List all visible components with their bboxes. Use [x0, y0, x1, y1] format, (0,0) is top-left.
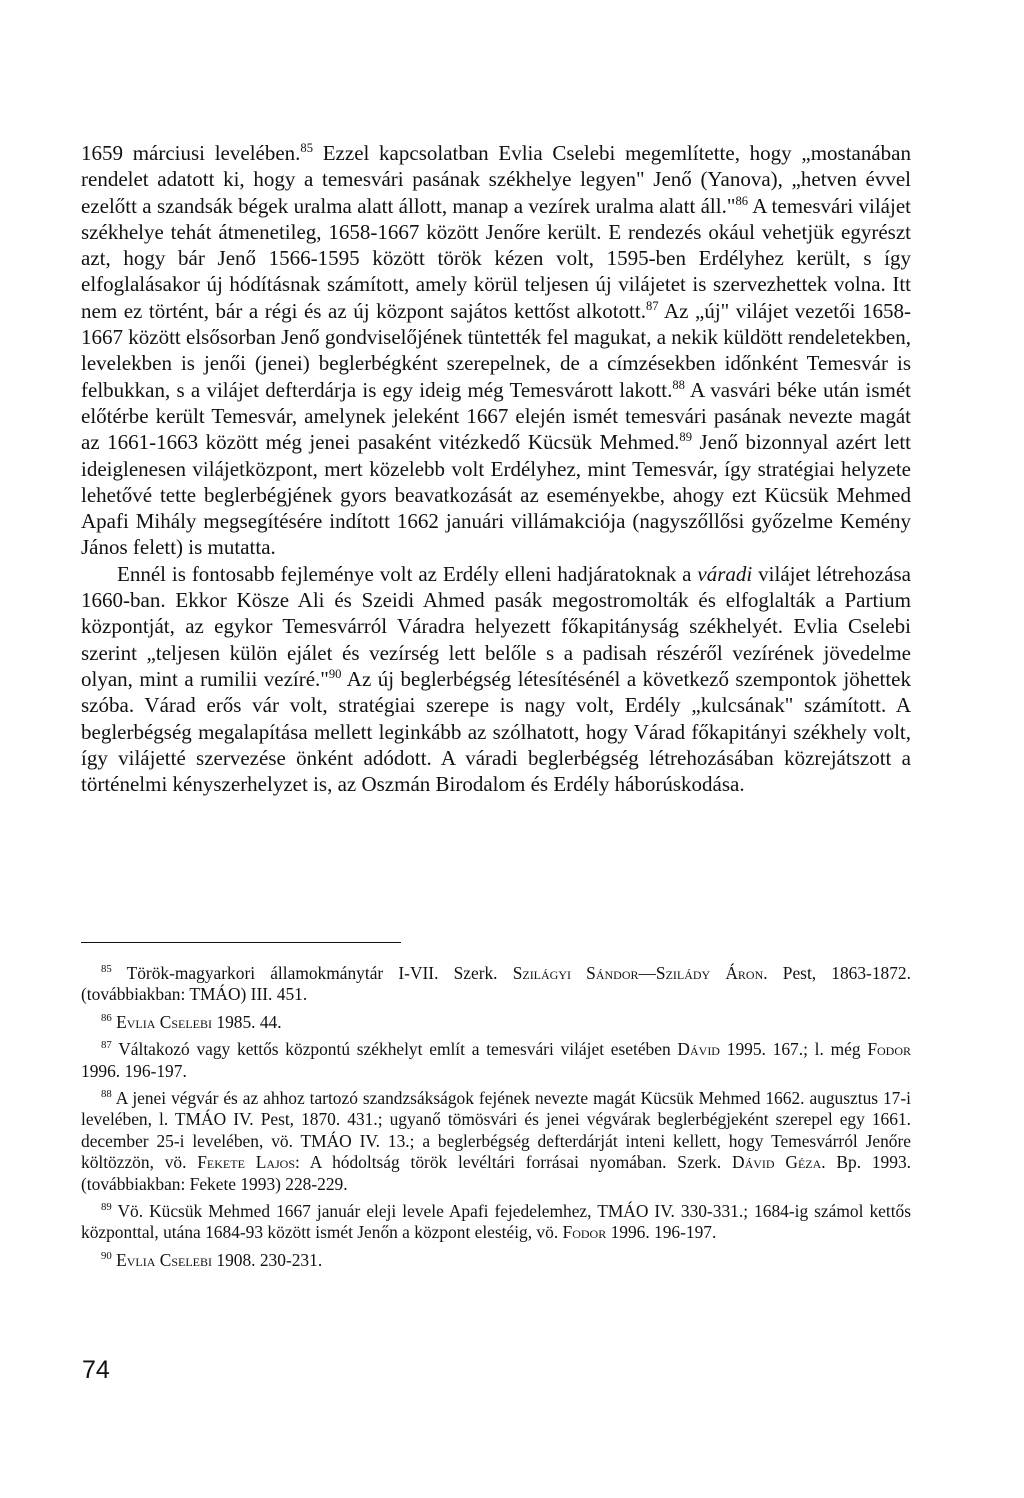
author-name: Evlia Cselebi — [116, 1011, 213, 1032]
footnote-90 — [81, 1250, 911, 1271]
footnote-85 — [81, 963, 911, 1006]
author-name: Fodor — [562, 1222, 607, 1243]
page-number: 74 — [82, 1356, 110, 1384]
paragraph-1 — [81, 140, 911, 561]
footnote-ref-87: 87 — [645, 298, 659, 313]
footnote-text: 1995. 167.; l. még — [719, 1039, 868, 1060]
footnote-separator — [81, 942, 401, 943]
footnote-text: : A hódoltság török levéltári forrásai nyomában. Szerk. — [295, 1152, 733, 1173]
text-run: A temesvári vilájet székhelye tehát átmenetileg, 1658-1667 között Jenőre került. E rendezés okául vehetjük egyrészt azt, hogy bár Jenő 1566-1595 között török kézen volt, 1595-ben Erdélyhez került, s így elfoglalásakor új hódításnak számított, amely körül teljesen új vilájetet is szervezhettek volna. Itt nem ez történt, bár a régi és az új központ sajátos kettőst alkotott. — [81, 193, 911, 323]
footnote-text: A jenei végvár és az ahhoz tartozó szandzsákságok fejének nevezte magát Kücsük Mehmed 1662. augusztus 17-i levelében, l. TMÁO IV. Pest, 1870. 431.; ugyanő tömösvári és jenei végvárak beglerbégjeként szerepel egy 1661. december 25-i levelében, vö. TMÁO IV. 13.; a beglerbégség defterdárját inteni kellett, hogy Temesvárról Jenőre költözzön, vö. — [81, 1088, 911, 1173]
author-name: Szilágyi Sándor—Szilády Áron — [512, 963, 764, 983]
footnote-text: . Pest, 1863-1872. (továbbiakban: TMÁO) III. 451. — [81, 963, 911, 1005]
author-name: Dávid — [677, 1039, 720, 1060]
footnote-text: 1996. 196-197. — [606, 1222, 717, 1243]
author-name: Fodor — [867, 1039, 911, 1060]
author-name: Dávid Géza — [732, 1152, 822, 1173]
text-run: A vasvári béke után ismét előtérbe került Temesvár, amelynek jeleként 1667 elején ismét temesvári pasának nevezte magát az 1661-1663 között még jenei pasaként vitézkedő Kücsük Mehmed. — [81, 377, 911, 455]
footnote-text: Török-magyarkori államokmánytár I-VII. Szerk. — [126, 963, 513, 983]
footnote-text: 1996. 196-197. — [81, 1060, 187, 1081]
footnote-text: . Bp. 1993. (továbbiakban: Fekete 1993) 228-229. — [81, 1152, 911, 1194]
text-run: Ezzel kapcsolatban Evlia Cselebi megemlítette, hogy „mostanában rendelet adatott ki, hogy a temesvári pasának székhelye legyen" Jenő (Yanova), „hetven évvel ezelőtt a szandsák bégek uralma alatt állott, manap a vezírek uralma alatt áll." — [81, 141, 911, 218]
footnote-number: 88 — [101, 1088, 112, 1101]
footnote-88 — [81, 1088, 911, 1195]
footnote-text: 1908. 230-231. — [212, 1249, 323, 1270]
author-name: Fekete Lajos — [197, 1152, 296, 1173]
text-run: vilájet létrehozása 1660-ban. Ekkor Kösze Ali és Szeidi Ahmed pasák megostromolták és elfoglalták a Partium központját, az egykor Temesvárról Váradra helyezett főkapitányság székhelyét. Evlia Cselebi szerint „teljesen külön ejálet és vezírség lett belőle s a padisah részéről vezírének jövedelme olyan, mint a rumilii vezíré." — [81, 561, 911, 691]
footnote-text: Vö. Kücsük Mehmed 1667 január eleji levele Apafi fejedelemhez, TMÁO IV. 330-331.; 1684-ig számol kettős központtal, utána 1684-93 között ismét Jenőn a központ elestéig, vö. — [81, 1201, 911, 1243]
footnote-text: 1985. 44. — [212, 1011, 282, 1032]
footnote-number: 86 — [101, 1012, 112, 1025]
text-run: 1659 márciusi levelében. — [81, 141, 301, 165]
text-run: Jenő bizonnyal azért lett ideiglenesen vilájetközpont, mert közelebb volt Erdélyhez, mint Temesvár, így stratégiai helyzete lehetővé tette beglerbégjének gyors beavatkozását az eseményekbe, ahogy ezt Kücsük Mehmed Apafi Mihály megsegítésére indított 1662 januári villámakciója (nagyszőllősi győzelme Kemény János felett) is mutatta. — [81, 430, 911, 560]
author-name: Evlia Cselebi — [116, 1249, 213, 1270]
footnote-89 — [81, 1201, 911, 1244]
main-text — [81, 140, 911, 797]
footnote-number: 89 — [101, 1201, 112, 1214]
italic-term: váradi — [697, 561, 753, 586]
footnote-text: Váltakozó vagy kettős központú székhelyt említ a temesvári vilájet esetében — [118, 1039, 678, 1060]
footnote-number: 90 — [101, 1250, 112, 1263]
footnote-number: 85 — [101, 963, 112, 976]
footnote-ref-88: 88 — [672, 377, 685, 392]
footnote-86 — [81, 1012, 911, 1033]
footnote-ref-89: 89 — [679, 430, 692, 445]
footnote-87 — [81, 1039, 911, 1082]
text-run: Az „új" vilájet vezetői 1658-1667 között elsősorban Jenő gondviselőjének tüntették fel magukat, a nekik küldött rendeletekben, levelekben is jenői (jenei) beglerbégként szerepelnek, de a címzésekben időnként Temesvár is felbukkan, s a vilájet defterdárja is egy ideig még Temesvárott lakott. — [81, 298, 911, 402]
footnote-ref-85: 85 — [300, 141, 314, 155]
paragraph-2 — [81, 561, 911, 798]
text-run: Ennél is fontosabb fejleménye volt az Erdély elleni hadjáratoknak a — [117, 561, 698, 586]
footnotes — [81, 963, 911, 1277]
footnote-ref-90: 90 — [328, 666, 342, 681]
footnote-number: 87 — [101, 1039, 112, 1052]
footnote-ref-86: 86 — [735, 193, 749, 208]
text-run: Az új beglerbégség létesítésénél a következő szempontok jöhettek szóba. Várad erős vár volt, stratégiai szerepe is nagy volt, Erdély „kulcsának" számított. A beglerbégség megalapítása mellett leginkább az szólhatott, hogy Várad főkapitányi székhely volt, így vilájetté szervezése önként adódott. A váradi beglerbégség létrehozásában közrejátszott a történelmi kényszerhelyzet is, az Oszmán Birodalom és Erdély háborúskodása. — [81, 666, 911, 797]
